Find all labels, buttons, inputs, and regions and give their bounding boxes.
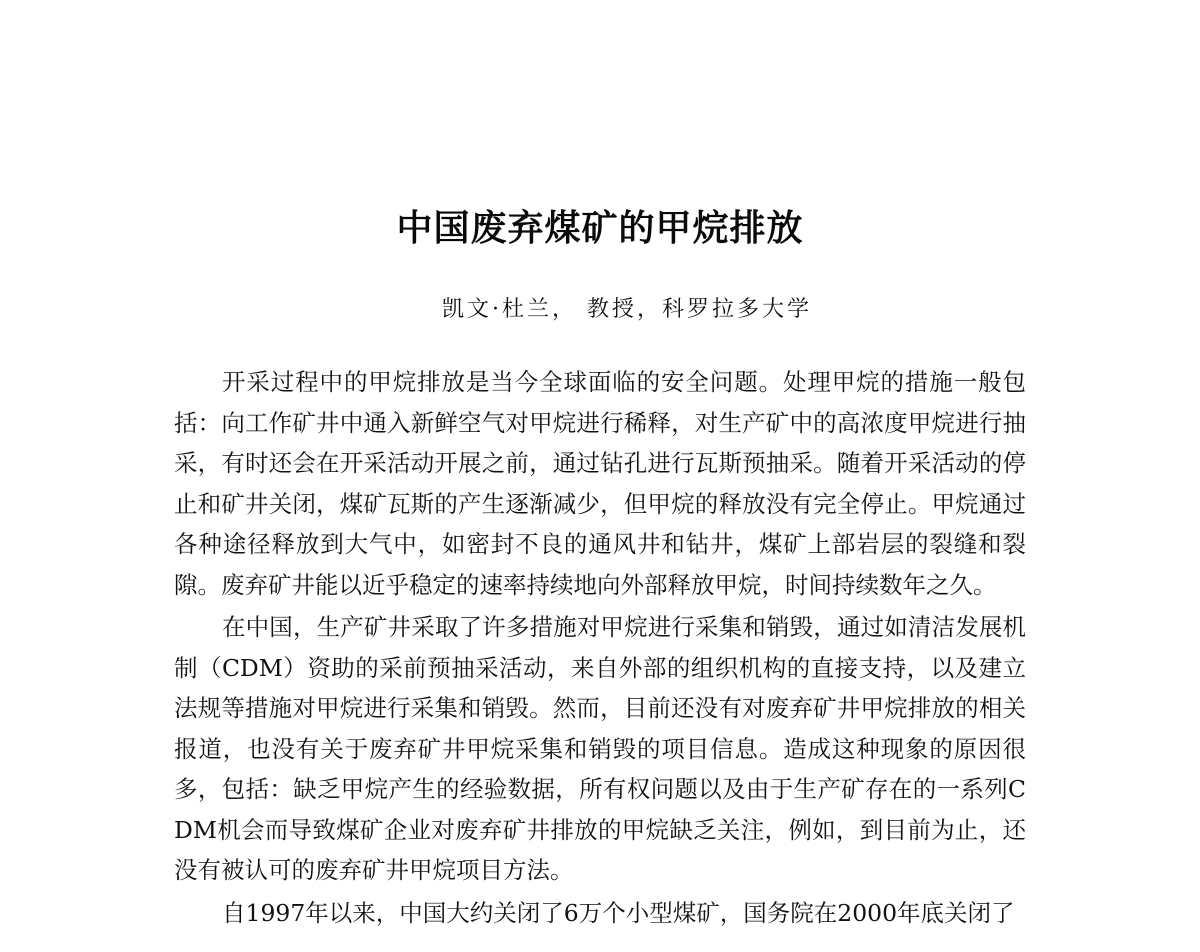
paragraph-2: 在中国，生产矿井采取了许多措施对甲烷进行采集和销毁，通过如清洁发展机制（CDM）资助的采前预抽采活动，来自外部的组织机构的直接支持，以及建立法规等措施对甲烷进行采集和销毁。然而，目前还没有对废弃矿井甲烷排放的相关报道，也没有关于废弃矿井甲烷采集和销毁的项目信息。造成这种现象的原因很多，包括：缺乏甲烷产生的经验数据，所有权问题以及由于生产矿存在的一系列CDM机会而导致煤矿企业对废弃矿井排放的甲烷缺乏关注，例如，到目前为止，还没有被认可的废弃矿井甲烷项目方法。 bbox=[174, 613, 1026, 884]
author-line: 凯文·杜兰， 教授，科罗拉多大学 bbox=[442, 297, 812, 322]
document-title: 中国废弃煤矿的甲烷排放 bbox=[396, 208, 804, 249]
paragraph-3: 自1997年以来，中国大约关闭了6万个小型煤矿，国务院在2000年底关闭了 bbox=[222, 898, 1015, 927]
document-body bbox=[174, 362, 1026, 933]
paragraph-1: 开采过程中的甲烷排放是当今全球面临的安全问题。处理甲烷的措施一般包括：向工作矿井中通入新鲜空气对甲烷进行稀释，对生产矿中的高浓度甲烷进行抽采，有时还会在开采活动开展之前，通过钻孔进行瓦斯预抽采。随着开采活动的停止和矿井关闭，煤矿瓦斯的产生逐渐减少，但甲烷的释放没有完全停止。甲烷通过各种途径释放到大气中，如密封不良的通风井和钻井，煤矿上部岩层的裂缝和裂隙。废弃矿井能以近乎稳定的速率持续地向外部释放甲烷，时间持续数年之久。 bbox=[174, 368, 1026, 599]
